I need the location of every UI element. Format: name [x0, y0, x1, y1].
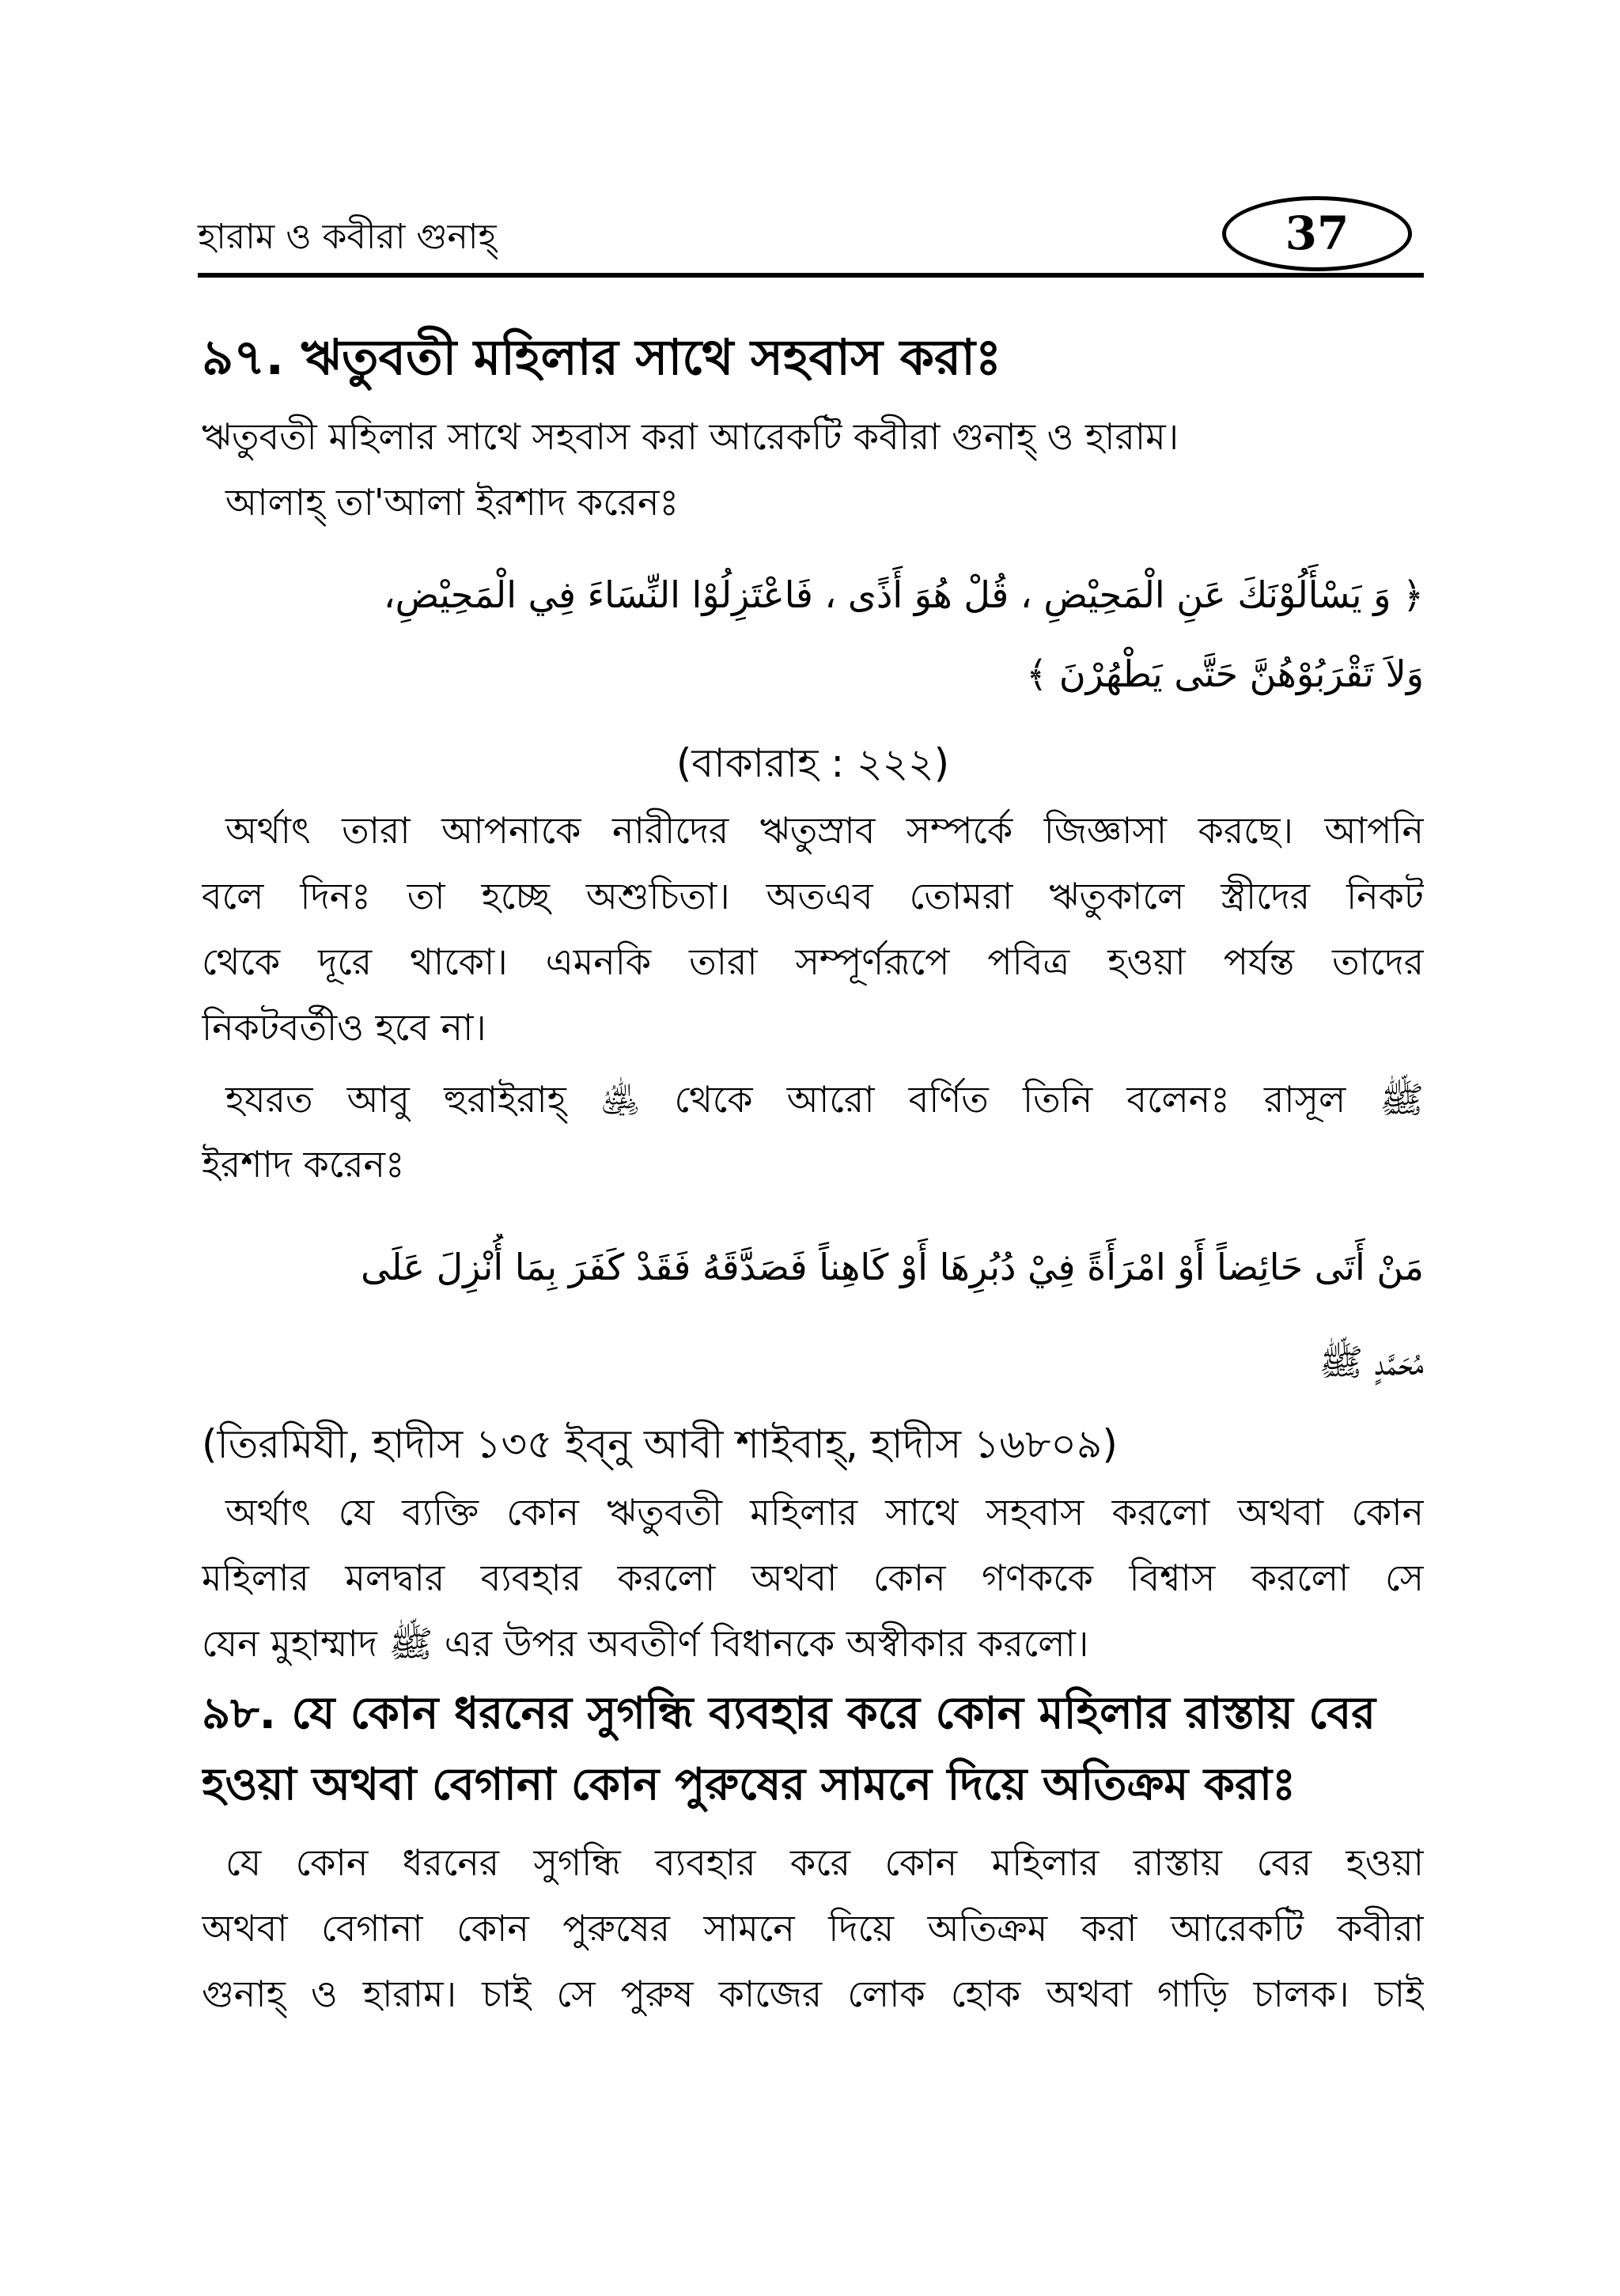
translation-line: নিকটবর্তীও হবে না।: [202, 1006, 486, 1049]
page-number: 37: [1285, 206, 1349, 260]
hadith-translation-line: মহিলার মলদ্বার ব্যবহার করলো অথবা কোন গণককে বিশ্বাস করলো সে: [202, 1557, 1424, 1599]
hadith-reference: (তিরমিযী, হাদীস ১৩৫ ইব্‌নু আবী শাইবাহ্‌, হাদীস ১৬৮০৯): [202, 1421, 1118, 1467]
section-97-intro: ঋতুবতী মহিলার সাথে সহবাস করা আরেকটি কবীরা গুনাহ্‌ ও হারাম।: [202, 415, 1179, 458]
translation-line: থেকে দূরে থাকো। এমনকি তারা সম্পূর্ণরূপে পবিত্র হওয়া পর্যন্ত তাদের: [202, 940, 1424, 983]
hadith-intro-line: ইরশাদ করেনঃ: [202, 1143, 405, 1186]
hadith-arabic-line-2: مُحَمَّدٍ ﷺ: [1319, 1341, 1424, 1383]
translation-line: বলে দিনঃ তা হচ্ছে অশুচিতা। অতএব তোমরা ঋতুকালে স্ত্রীদের নিকট: [202, 875, 1424, 917]
hadith-arabic-line-1: مَنْ أَتَى حَائِضاً أَوْ امْرَأَةً فِيْ دُبُرِهَا أَوْ كَاهِناً فَصَدَّقَهُ فَقَدْ كَفَرَ بِمَا أُنْزِلَ عَلَى: [361, 1246, 1424, 1288]
ayah-line-1: ﴿ وَ يَسْأَلُوْنَكَ عَنِ الْمَحِيْضِ ، قُلْ هُوَ أَذًى ، فَاعْتَزِلُوْا النِّسَاءَ فِي الْمَحِيْضِ،: [383, 573, 1424, 616]
hadith-intro-line: হযরত আবু হুরাইরাহ্‌ ﵁ থেকে আরো বর্ণিত তিনি বলেনঃ রাসূল ﷺ: [225, 1078, 1424, 1121]
page-number-oval: [1222, 196, 1412, 271]
running-title: হারাম ও কবীরা গুনাহ্‌: [198, 217, 497, 257]
section-98-body-line: যে কোন ধরনের সুগন্ধি ব্যবহার করে কোন মহিলার রাস্তায় বের হওয়া: [225, 1841, 1424, 1884]
ayah-reference: (বাকারাহ : ২২২): [676, 740, 950, 786]
section-97-heading: ৯৭. ঋতুবতী মহিলার সাথে সহবাস করাঃ: [202, 328, 1002, 386]
hadith-translation-line: যেন মুহাম্মাদ ﷺ এর উপর অবতীর্ণ বিধানকে অস্বীকার করলো।: [202, 1622, 1089, 1665]
section-98-body-line: অথবা বেগানা কোন পুরুষের সামনে দিয়ে অতিক্রম করা আরেকটি কবীরা: [202, 1907, 1424, 1950]
section-98-heading: ৯৮. যে কোন ধরনের সুগন্ধি ব্যবহার করে কোন মহিলার রাস্তায় বের: [202, 1688, 1376, 1739]
section-98-body-line: গুনাহ্‌ ও হারাম। চাই সে পুরুষ কাজের লোক হোক অথবা গাড়ি চালক। চাই: [202, 1973, 1424, 2015]
section-98-heading: হওয়া অথবা বেগানা কোন পুরুষের সামনে দিয়ে অতিক্রম করাঃ: [202, 1759, 1296, 1810]
header-rule: [198, 273, 1424, 278]
allah-says-line: আলাহ্‌ তা'আলা ইরশাদ করেনঃ: [225, 481, 679, 524]
hadith-translation-line: অর্থাৎ যে ব্যক্তি কোন ঋতুবতী মহিলার সাথে সহবাস করলো অথবা কোন: [225, 1491, 1424, 1534]
ayah-line-2: وَلاَ تَقْرَبُوْهُنَّ حَتَّى يَطْهُرْنَ ﴾: [1026, 652, 1424, 695]
translation-line: অর্থাৎ তারা আপনাকে নারীদের ঋতুস্রাব সম্পর্কে জিজ্ঞাসা করছে। আপনি: [225, 809, 1424, 852]
